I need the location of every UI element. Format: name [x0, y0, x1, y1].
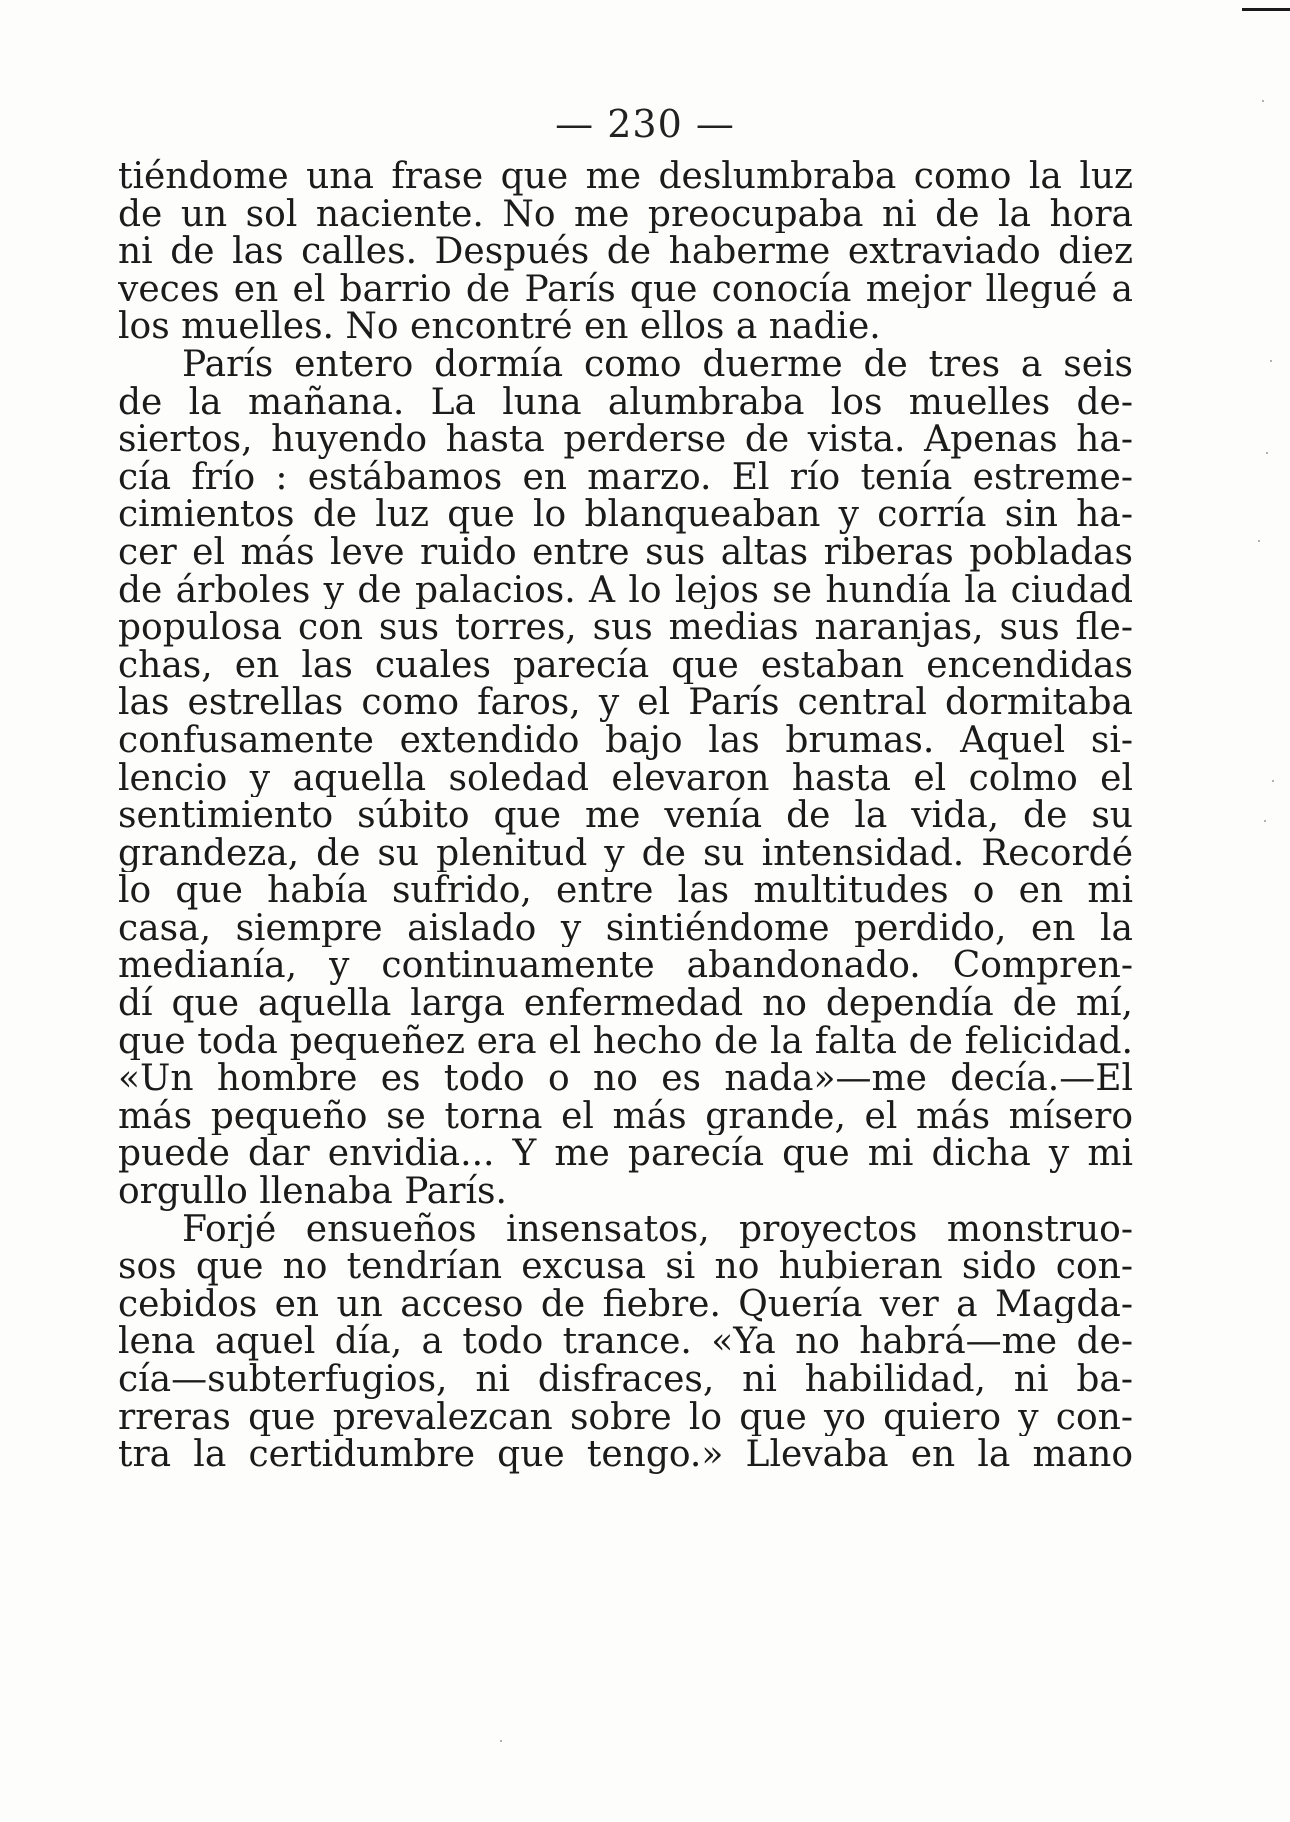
text-line: de un sol naciente. No me preocupaba ni de la hora: [118, 195, 1133, 234]
text-line: sos que no tendrían excusa si no hubieran sido con-: [118, 1248, 1133, 1286]
scan-speck: [1270, 360, 1272, 362]
text-line: de árboles y de palacios. A lo lejos se hundía la ciudad: [118, 571, 1133, 610]
scan-speck: [1264, 820, 1266, 822]
text-line: más pequeño se torna el más grande, el más mísero: [118, 1097, 1133, 1136]
page-number: — 230 —: [555, 102, 735, 146]
text-line: rreras que prevalezcan sobre lo que yo quiero y con-: [118, 1398, 1133, 1437]
text-line: los muelles. No encontré en ellos a nadie.: [118, 308, 881, 346]
text-line: tiéndome una frase que me deslumbraba como la luz: [118, 158, 1133, 196]
body-text: [118, 158, 1133, 1474]
text-line: populosa con sus torres, sus medias naranjas, sus fle-: [118, 609, 1133, 647]
text-line: las estrellas como faros, y el París central dormitaba: [118, 684, 1133, 722]
edge-mark: [1242, 8, 1290, 11]
text-line: puede dar envidia... Y me parecía que mi dicha y mi: [118, 1135, 1133, 1174]
text-line: cer el más leve ruido entre sus altas riberas pobladas: [118, 533, 1133, 572]
text-line: lo que había sufrido, entre las multitudes o en mi: [118, 872, 1133, 910]
text-line: cía—subterfugios, ni disfraces, ni habilidad, ni ba-: [118, 1361, 1133, 1399]
text-line: ni de las calles. Después de haberme extraviado diez: [118, 233, 1133, 271]
scan-speck: [1272, 780, 1274, 782]
text-line: dí que aquella larga enfermedad no dependía de mí,: [118, 985, 1133, 1023]
text-line: que toda pequeñez era el hecho de la falta de felicidad.: [118, 1022, 1133, 1061]
text-line: cía frío : estábamos en marzo. El río tenía estreme-: [118, 458, 1133, 497]
text-line: tra la certidumbre que tengo.» Llevaba en la mano: [118, 1436, 1133, 1474]
text-line: grandeza, de su plenitud y de su intensidad. Recordé: [118, 834, 1133, 873]
text-line: siertos, huyendo hasta perderse de vista. Apenas ha-: [118, 421, 1133, 459]
text-line: cimientos de luz que lo blanqueaban y corría sin ha-: [118, 496, 1133, 534]
text-line: «Un hombre es todo o no es nada»—me decía.—El: [118, 1060, 1133, 1098]
text-line: veces en el barrio de París que conocía mejor llegué a: [118, 270, 1133, 309]
text-line: lencio y aquella soledad elevaron hasta el colmo el: [118, 759, 1133, 798]
text-line: cebidos en un acceso de fiebre. Quería ver a Magda-: [118, 1285, 1133, 1324]
text-line: chas, en las cuales parecía que estaban encendidas: [118, 646, 1133, 685]
text-line: lena aquel día, a todo trance. «Ya no habrá—me de-: [118, 1323, 1133, 1361]
text-line: casa, siempre aislado y sintiéndome perdido, en la: [118, 909, 1133, 948]
text-line: sentimiento súbito que me venía de la vida, de su: [118, 797, 1133, 835]
scan-speck: [1258, 540, 1260, 542]
scan-speck: [1262, 100, 1264, 102]
paragraph-start-line: Forjé ensueños insensatos, proyectos monstruo-: [182, 1210, 1133, 1249]
paragraph-start-line: París entero dormía como duerme de tres a seis: [182, 345, 1133, 384]
scan-speck: [1266, 452, 1268, 454]
text-line: medianía, y continuamente abandonado. Compren-: [118, 947, 1133, 986]
scan-speck: [500, 1740, 502, 1742]
text-line: de la mañana. La luna alumbraba los muelles de-: [118, 383, 1133, 422]
text-line: orgullo llenaba París.: [118, 1173, 507, 1211]
text-line: confusamente extendido bajo las brumas. Aquel si-: [118, 721, 1133, 760]
